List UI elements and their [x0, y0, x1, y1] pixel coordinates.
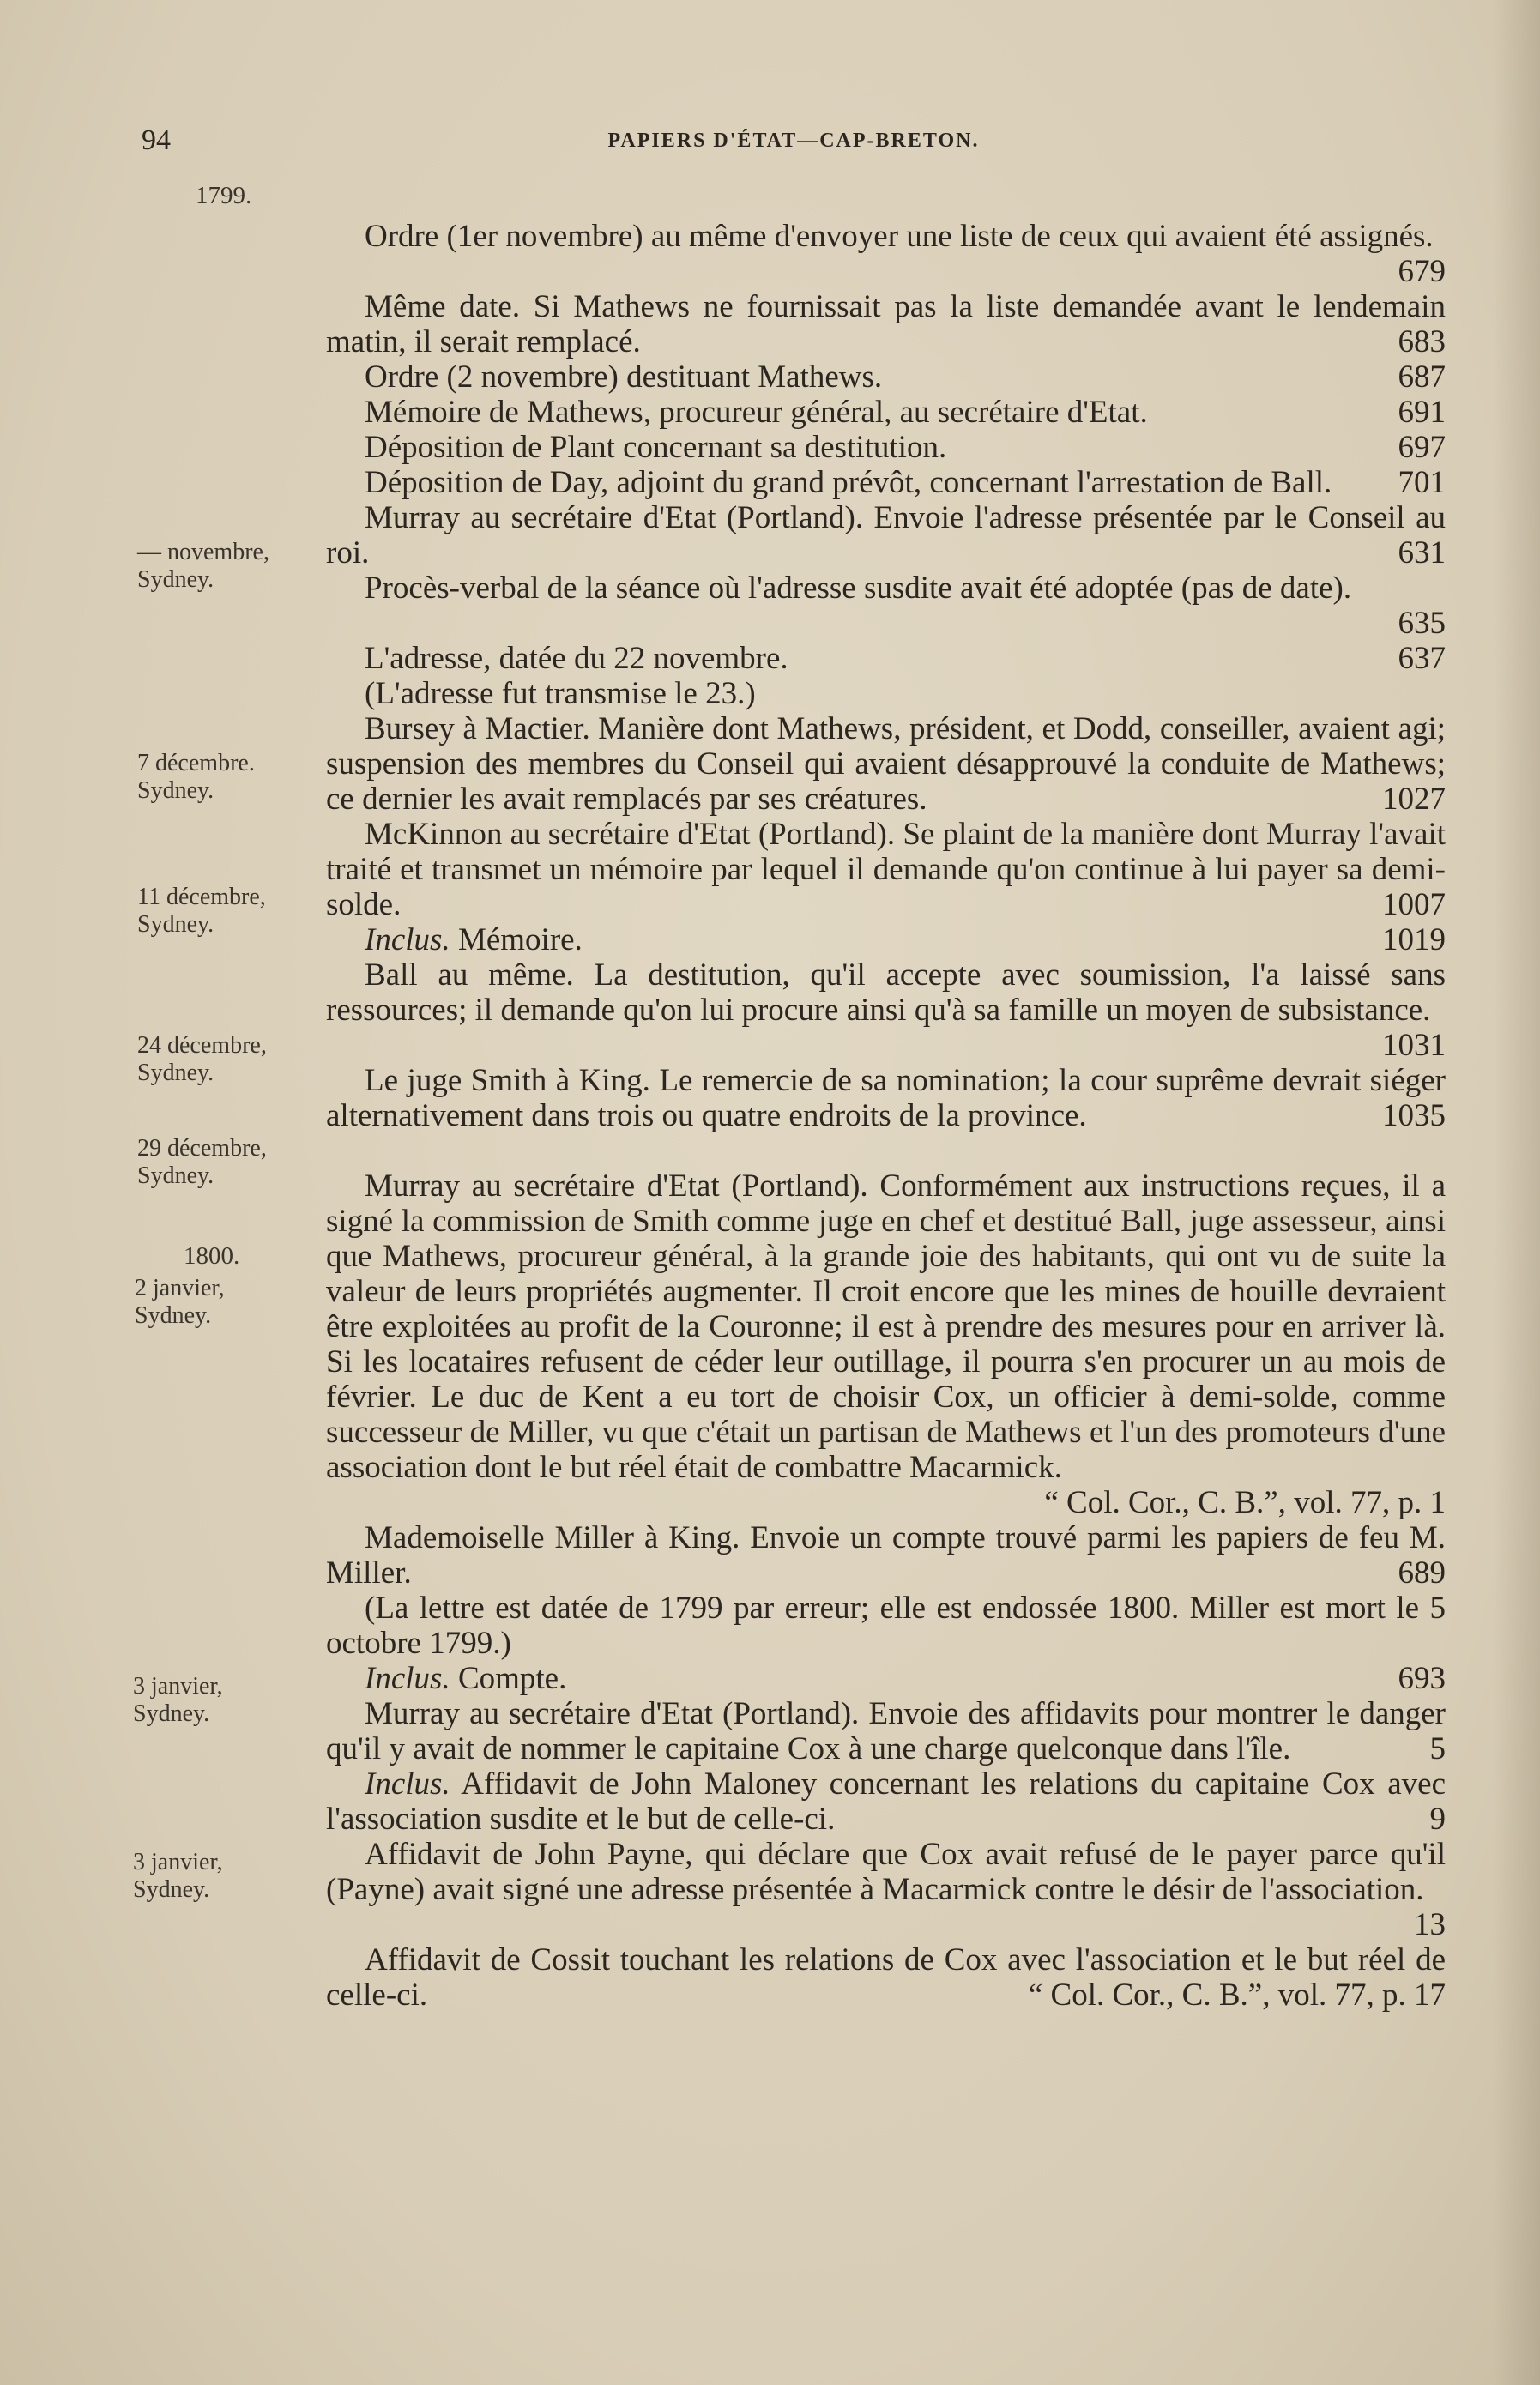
folio-ref: 697 [1398, 430, 1446, 465]
folio-ref: 9 [1429, 1802, 1446, 1837]
margin-place: Sydney. [133, 1876, 210, 1903]
margin-place: Sydney. [133, 1700, 210, 1727]
margin-place: Sydney. [137, 1060, 214, 1086]
entry: McKinnon au secrétaire d'Etat (Portland). Se plaint de la manière dont Murray l'avait traité et transmet un mémoire par lequel il demande qu'on continue à lui payer sa demi-solde. 1007 [326, 817, 1446, 922]
folio-ref: 689 [1398, 1555, 1446, 1591]
entry: Ordre (1er novembre) au même d'envoyer une liste de ceux qui avaient été assignés. 679 [365, 219, 1446, 289]
margin-date-2-janvier [135, 1275, 225, 1330]
entry: Bursey à Mactier. Manière dont Mathews, président, et Dodd, conseiller, avaient agi; suspension des membres du Conseil qui avaient désapprouvé la conduite de Mathews; ce dernier les avait remplacés par ses créatures. 1027 [326, 711, 1446, 817]
entry: Affidavit de Cossit touchant les relations de Cox avec l'association et le but réel de celle-ci. “ Col. Cor., C. B.”, vol. 77, p. 17 [326, 1942, 1446, 2013]
folio-ref: 701 [1398, 465, 1446, 500]
margin-date-11-decembre [137, 884, 266, 939]
margin-date: — novembre, [137, 539, 269, 565]
entry: Ordre (2 novembre) destituant Mathews. 687 [365, 359, 1446, 395]
margin-place: Sydney. [135, 1302, 212, 1329]
margin-date: 11 décembre, [137, 884, 266, 910]
entry: Inclus. Mémoire. 1019 [365, 922, 1446, 957]
entry: (L'adresse fut transmise le 23.) [365, 676, 756, 711]
folio-ref: 693 [1398, 1661, 1446, 1696]
margin-place: Sydney. [137, 911, 214, 938]
margin-date-novembre [137, 539, 269, 594]
folio-ref: 687 [1398, 359, 1446, 395]
folio-ref: 13 [1414, 1907, 1446, 1942]
folio-ref: 635 [1398, 606, 1446, 641]
folio-ref: “ Col. Cor., C. B.”, vol. 77, p. 17 [1028, 1977, 1446, 2013]
calendar-entries [326, 219, 1446, 2013]
margin-place: Sydney. [137, 1162, 214, 1189]
inclus-label: Inclus. [365, 1661, 450, 1696]
entry: Inclus. Affidavit de John Maloney concernant les relations du capitaine Cox avec l'association susdite et le but de celle-ci. 9 [326, 1766, 1446, 1837]
folio-ref: 1019 [1382, 922, 1446, 957]
margin-date: 2 janvier, [135, 1275, 225, 1301]
entry: Murray au secrétaire d'Etat (Portland). Envoie des affidavits pour montrer le danger qu'il y avait de nommer le capitaine Cox à une charge quelconque dans l'île. 5 [326, 1696, 1446, 1766]
margin-date: 29 décembre, [137, 1135, 267, 1162]
folio-ref: “ Col. Cor., C. B.”, vol. 77, p. 1 [1044, 1485, 1446, 1520]
margin-date-29-decembre [137, 1135, 267, 1190]
entry: L'adresse, datée du 22 novembre. 637 [365, 641, 1446, 676]
folio-ref: 679 [1398, 254, 1446, 289]
entry: Déposition de Day, adjoint du grand prévôt, concernant l'arrestation de Ball. 701 [365, 465, 1446, 500]
folio-ref: 1031 [1382, 1028, 1446, 1063]
margin-date-7-decembre [137, 750, 255, 805]
entry: Procès-verbal de la séance où l'adresse susdite avait été adoptée (pas de date). 635 [365, 571, 1446, 641]
entry: Mémoire de Mathews, procureur général, au secrétaire d'Etat. 691 [365, 395, 1446, 430]
folio-ref: 5 [1429, 1731, 1446, 1766]
entry: Mademoiselle Miller à King. Envoie un compte trouvé parmi les papiers de feu M. Miller. 689 [326, 1520, 1446, 1591]
entry: Murray au secrétaire d'Etat (Portland). Conformément aux instructions reçues, il a signé la commission de Smith comme juge en chef et destitué Ball, juge assesseur, ainsi que Mathews, procureur général, à la grande joie des habitants, qui ont vu de suite la valeur de leurs propriétés augmenter. Il croit encore que les mines de houille devraient être exploitées au profit de la Couronne; il est à prendre des mesures pour en arriver là. Si les locataires refusent de céder leur outillage, il pourra s'en procurer un au mois de février. Le duc de Kent a eu tort de choisir Cox, un officier à demi-solde, comme successeur de Miller, vu que c'était un partisan de Mathews et l'un des promoteurs d'une association dont le but réel était de combattre Macarmick. “ Col. Cor., C. B.”, vol. 77, p. 1 [326, 1168, 1446, 1520]
margin-date: 7 décembre. [137, 750, 255, 776]
entry: Affidavit de John Payne, qui déclare que Cox avait refusé de le payer parce qu'il (Payne) avait signé une adresse présentée à Macarmick contre le désir de l'association. 13 [326, 1837, 1446, 1942]
page-header [142, 124, 1446, 159]
folio-ref: 631 [1398, 535, 1446, 571]
margin-date: 3 janvier, [133, 1849, 223, 1875]
year-break [326, 1133, 1446, 1168]
entry: Le juge Smith à King. Le remercie de sa nomination; la cour suprême devrait siéger alternativement dans trois ou quatre endroits de la province. 1035 [326, 1063, 1446, 1133]
margin-date-3-janvier-a [133, 1673, 223, 1728]
folio-ref: 691 [1398, 395, 1446, 430]
entry: (La lettre est datée de 1799 par erreur; elle est endossée 1800. Miller est mort le 5 octobre 1799.) [326, 1591, 1446, 1661]
entry: Inclus. Compte. 693 [365, 1661, 1446, 1696]
inclus-label: Inclus. [365, 1766, 450, 1802]
margin-year-1799: 1799. [196, 182, 252, 209]
entry: Murray au secrétaire d'Etat (Portland). Envoie l'adresse présentée par le Conseil au roi. 631 [326, 500, 1446, 571]
inclus-label: Inclus. [365, 922, 450, 957]
folio-ref: 683 [1398, 324, 1446, 359]
page-edge-shadow [1493, 0, 1540, 2385]
margin-date: 3 janvier, [133, 1673, 223, 1700]
running-title: PAPIERS D'ÉTAT—CAP-BRETON. [607, 130, 980, 152]
entry: Déposition de Plant concernant sa destitution. 697 [365, 430, 1446, 465]
folio-ref: 637 [1398, 641, 1446, 676]
folio-ref: 1027 [1382, 782, 1446, 817]
margin-date-24-decembre [137, 1032, 267, 1087]
margin-year-1800: 1800. [184, 1242, 240, 1270]
margin-date: 24 décembre, [137, 1032, 267, 1059]
margin-date-3-janvier-b [133, 1849, 223, 1904]
entry: Ball au même. La destitution, qu'il accepte avec soumission, l'a laissé sans ressources; il demande qu'on lui procure ainsi qu'à sa famille un moyen de subsistance. 1031 [326, 957, 1446, 1063]
margin-place: Sydney. [137, 777, 214, 804]
page-number: 94 [142, 124, 171, 156]
margin-place: Sydney. [137, 566, 214, 593]
folio-ref: 1035 [1382, 1098, 1446, 1133]
folio-ref: 1007 [1382, 887, 1446, 922]
entry: Même date. Si Mathews ne fournissait pas la liste demandée avant le lendemain matin, il serait remplacé. 683 [326, 289, 1446, 359]
